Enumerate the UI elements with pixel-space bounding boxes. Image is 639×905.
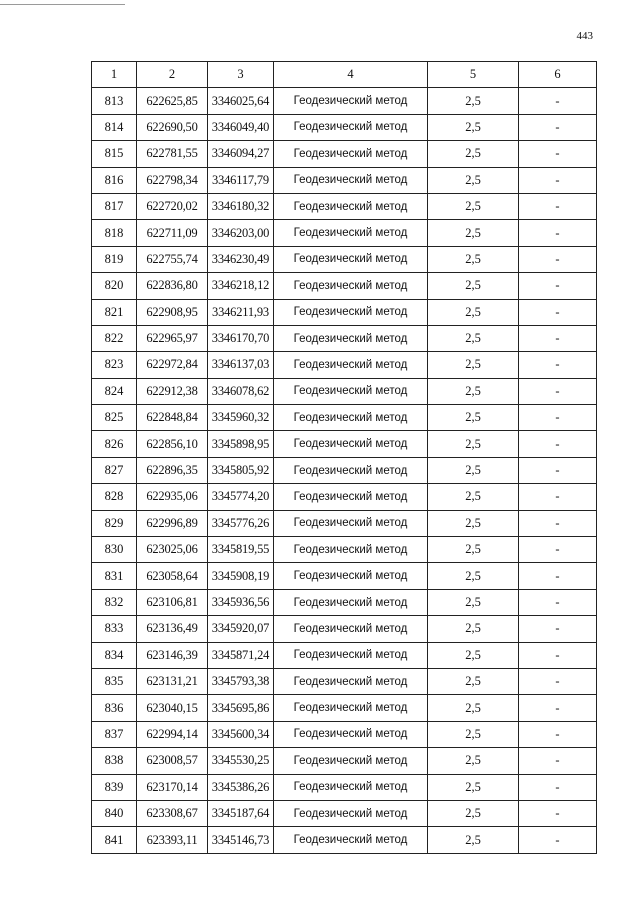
accuracy-cell: 2,5 [428, 405, 519, 431]
table-row [92, 774, 597, 800]
y-coordinate-cell: 3346180,32 [208, 193, 274, 219]
y-coordinate-cell: 3345695,86 [208, 695, 274, 721]
point-number-cell: 822 [92, 325, 137, 351]
x-coordinate-cell: 622896,35 [137, 457, 208, 483]
table-row [92, 748, 597, 774]
point-number-cell: 824 [92, 378, 137, 404]
accuracy-cell: 2,5 [428, 193, 519, 219]
point-number-cell: 837 [92, 721, 137, 747]
x-coordinate-cell: 623058,64 [137, 563, 208, 589]
method-cell: Геодезический метод [274, 537, 428, 563]
point-number-cell: 814 [92, 114, 137, 140]
table-row [92, 88, 597, 114]
accuracy-cell: 2,5 [428, 668, 519, 694]
method-cell: Геодезический метод [274, 246, 428, 272]
y-coordinate-cell: 3345805,92 [208, 457, 274, 483]
y-coordinate-cell: 3346117,79 [208, 167, 274, 193]
x-coordinate-cell: 622935,06 [137, 484, 208, 510]
table-row [92, 405, 597, 431]
point-number-cell: 829 [92, 510, 137, 536]
y-coordinate-cell: 3345386,26 [208, 774, 274, 800]
y-coordinate-cell: 3345774,20 [208, 484, 274, 510]
y-coordinate-cell: 3346049,40 [208, 114, 274, 140]
point-number-cell: 823 [92, 352, 137, 378]
method-cell: Геодезический метод [274, 457, 428, 483]
note-cell: - [519, 695, 597, 721]
accuracy-cell: 2,5 [428, 88, 519, 114]
x-coordinate-cell: 623308,67 [137, 800, 208, 826]
x-coordinate-cell: 622798,34 [137, 167, 208, 193]
note-cell: - [519, 325, 597, 351]
x-coordinate-cell: 622965,97 [137, 325, 208, 351]
point-number-cell: 815 [92, 141, 137, 167]
method-cell: Геодезический метод [274, 748, 428, 774]
note-cell: - [519, 220, 597, 246]
method-cell: Геодезический метод [274, 484, 428, 510]
header-cell: 4 [274, 62, 428, 88]
point-number-cell: 817 [92, 193, 137, 219]
table-row [92, 510, 597, 536]
y-coordinate-cell: 3346078,62 [208, 378, 274, 404]
x-coordinate-cell: 623146,39 [137, 642, 208, 668]
point-number-cell: 816 [92, 167, 137, 193]
point-number-cell: 825 [92, 405, 137, 431]
x-coordinate-cell: 622912,38 [137, 378, 208, 404]
accuracy-cell: 2,5 [428, 827, 519, 853]
note-cell: - [519, 616, 597, 642]
accuracy-cell: 2,5 [428, 246, 519, 272]
table-row [92, 695, 597, 721]
accuracy-cell: 2,5 [428, 774, 519, 800]
point-number-cell: 828 [92, 484, 137, 510]
x-coordinate-cell: 622908,95 [137, 299, 208, 325]
method-cell: Геодезический метод [274, 88, 428, 114]
header-cell: 6 [519, 62, 597, 88]
y-coordinate-cell: 3346137,03 [208, 352, 274, 378]
accuracy-cell: 2,5 [428, 800, 519, 826]
table-row [92, 299, 597, 325]
header-cell: 3 [208, 62, 274, 88]
y-coordinate-cell: 3345936,56 [208, 589, 274, 615]
table-row [92, 114, 597, 140]
point-number-cell: 839 [92, 774, 137, 800]
accuracy-cell: 2,5 [428, 220, 519, 246]
accuracy-cell: 2,5 [428, 167, 519, 193]
accuracy-cell: 2,5 [428, 537, 519, 563]
table-header-row [92, 62, 597, 88]
x-coordinate-cell: 622720,02 [137, 193, 208, 219]
method-cell: Геодезический метод [274, 510, 428, 536]
method-cell: Геодезический метод [274, 616, 428, 642]
note-cell: - [519, 88, 597, 114]
coordinates-table [91, 61, 597, 854]
accuracy-cell: 2,5 [428, 721, 519, 747]
point-number-cell: 818 [92, 220, 137, 246]
y-coordinate-cell: 3345146,73 [208, 827, 274, 853]
y-coordinate-cell: 3345819,55 [208, 537, 274, 563]
x-coordinate-cell: 622711,09 [137, 220, 208, 246]
note-cell: - [519, 800, 597, 826]
y-coordinate-cell: 3345600,34 [208, 721, 274, 747]
table-row [92, 589, 597, 615]
point-number-cell: 834 [92, 642, 137, 668]
accuracy-cell: 2,5 [428, 352, 519, 378]
header-cell: 5 [428, 62, 519, 88]
point-number-cell: 820 [92, 273, 137, 299]
x-coordinate-cell: 622856,10 [137, 431, 208, 457]
method-cell: Геодезический метод [274, 114, 428, 140]
table-row [92, 668, 597, 694]
accuracy-cell: 2,5 [428, 695, 519, 721]
table-row [92, 537, 597, 563]
table-row [92, 167, 597, 193]
point-number-cell: 838 [92, 748, 137, 774]
table-row [92, 246, 597, 272]
note-cell: - [519, 299, 597, 325]
accuracy-cell: 2,5 [428, 642, 519, 668]
x-coordinate-cell: 623393,11 [137, 827, 208, 853]
y-coordinate-cell: 3346230,49 [208, 246, 274, 272]
note-cell: - [519, 827, 597, 853]
note-cell: - [519, 457, 597, 483]
point-number-cell: 830 [92, 537, 137, 563]
y-coordinate-cell: 3345187,64 [208, 800, 274, 826]
point-number-cell: 819 [92, 246, 137, 272]
x-coordinate-cell: 622755,74 [137, 246, 208, 272]
method-cell: Геодезический метод [274, 299, 428, 325]
point-number-cell: 813 [92, 88, 137, 114]
note-cell: - [519, 167, 597, 193]
y-coordinate-cell: 3345898,95 [208, 431, 274, 457]
note-cell: - [519, 352, 597, 378]
point-number-cell: 831 [92, 563, 137, 589]
method-cell: Геодезический метод [274, 273, 428, 299]
y-coordinate-cell: 3345920,07 [208, 616, 274, 642]
table-row [92, 642, 597, 668]
method-cell: Геодезический метод [274, 193, 428, 219]
note-cell: - [519, 114, 597, 140]
note-cell: - [519, 774, 597, 800]
method-cell: Геодезический метод [274, 827, 428, 853]
header-cell: 1 [92, 62, 137, 88]
accuracy-cell: 2,5 [428, 616, 519, 642]
y-coordinate-cell: 3346218,12 [208, 273, 274, 299]
note-cell: - [519, 748, 597, 774]
x-coordinate-cell: 623025,06 [137, 537, 208, 563]
point-number-cell: 821 [92, 299, 137, 325]
method-cell: Геодезический метод [274, 325, 428, 351]
method-cell: Геодезический метод [274, 141, 428, 167]
x-coordinate-cell: 622781,55 [137, 141, 208, 167]
y-coordinate-cell: 3346025,64 [208, 88, 274, 114]
y-coordinate-cell: 3345530,25 [208, 748, 274, 774]
method-cell: Геодезический метод [274, 563, 428, 589]
table-row [92, 141, 597, 167]
y-coordinate-cell: 3346170,70 [208, 325, 274, 351]
method-cell: Геодезический метод [274, 378, 428, 404]
table-row [92, 563, 597, 589]
x-coordinate-cell: 623040,15 [137, 695, 208, 721]
accuracy-cell: 2,5 [428, 299, 519, 325]
table-row [92, 431, 597, 457]
table-row [92, 721, 597, 747]
y-coordinate-cell: 3345871,24 [208, 642, 274, 668]
method-cell: Геодезический метод [274, 167, 428, 193]
point-number-cell: 840 [92, 800, 137, 826]
method-cell: Геодезический метод [274, 589, 428, 615]
note-cell: - [519, 642, 597, 668]
method-cell: Геодезический метод [274, 642, 428, 668]
table-row [92, 325, 597, 351]
x-coordinate-cell: 622994,14 [137, 721, 208, 747]
page-number: 443 [576, 30, 593, 42]
x-coordinate-cell: 622996,89 [137, 510, 208, 536]
x-coordinate-cell: 622625,85 [137, 88, 208, 114]
method-cell: Геодезический метод [274, 668, 428, 694]
note-cell: - [519, 484, 597, 510]
point-number-cell: 835 [92, 668, 137, 694]
accuracy-cell: 2,5 [428, 589, 519, 615]
accuracy-cell: 2,5 [428, 457, 519, 483]
table-row [92, 378, 597, 404]
point-number-cell: 827 [92, 457, 137, 483]
header-cell: 2 [137, 62, 208, 88]
x-coordinate-cell: 623008,57 [137, 748, 208, 774]
x-coordinate-cell: 623170,14 [137, 774, 208, 800]
table-row [92, 273, 597, 299]
x-coordinate-cell: 622836,80 [137, 273, 208, 299]
table-row [92, 352, 597, 378]
accuracy-cell: 2,5 [428, 431, 519, 457]
y-coordinate-cell: 3345960,32 [208, 405, 274, 431]
x-coordinate-cell: 622848,84 [137, 405, 208, 431]
x-coordinate-cell: 622690,50 [137, 114, 208, 140]
accuracy-cell: 2,5 [428, 510, 519, 536]
x-coordinate-cell: 623136,49 [137, 616, 208, 642]
y-coordinate-cell: 3346094,27 [208, 141, 274, 167]
accuracy-cell: 2,5 [428, 141, 519, 167]
method-cell: Геодезический метод [274, 220, 428, 246]
method-cell: Геодезический метод [274, 431, 428, 457]
accuracy-cell: 2,5 [428, 563, 519, 589]
y-coordinate-cell: 3345776,26 [208, 510, 274, 536]
point-number-cell: 833 [92, 616, 137, 642]
note-cell: - [519, 405, 597, 431]
point-number-cell: 826 [92, 431, 137, 457]
method-cell: Геодезический метод [274, 695, 428, 721]
y-coordinate-cell: 3346203,00 [208, 220, 274, 246]
method-cell: Геодезический метод [274, 774, 428, 800]
point-number-cell: 832 [92, 589, 137, 615]
note-cell: - [519, 193, 597, 219]
x-coordinate-cell: 623131,21 [137, 668, 208, 694]
point-number-cell: 841 [92, 827, 137, 853]
table-row [92, 827, 597, 853]
note-cell: - [519, 537, 597, 563]
accuracy-cell: 2,5 [428, 748, 519, 774]
note-cell: - [519, 378, 597, 404]
note-cell: - [519, 563, 597, 589]
note-cell: - [519, 431, 597, 457]
note-cell: - [519, 589, 597, 615]
table-row [92, 457, 597, 483]
method-cell: Геодезический метод [274, 405, 428, 431]
note-cell: - [519, 721, 597, 747]
method-cell: Геодезический метод [274, 352, 428, 378]
scan-corner-mark [0, 0, 125, 5]
x-coordinate-cell: 623106,81 [137, 589, 208, 615]
method-cell: Геодезический метод [274, 721, 428, 747]
y-coordinate-cell: 3345793,38 [208, 668, 274, 694]
point-number-cell: 836 [92, 695, 137, 721]
y-coordinate-cell: 3346211,93 [208, 299, 274, 325]
method-cell: Геодезический метод [274, 800, 428, 826]
accuracy-cell: 2,5 [428, 484, 519, 510]
accuracy-cell: 2,5 [428, 325, 519, 351]
note-cell: - [519, 668, 597, 694]
accuracy-cell: 2,5 [428, 378, 519, 404]
accuracy-cell: 2,5 [428, 273, 519, 299]
table-row [92, 220, 597, 246]
table-body [92, 88, 597, 853]
note-cell: - [519, 273, 597, 299]
note-cell: - [519, 510, 597, 536]
y-coordinate-cell: 3345908,19 [208, 563, 274, 589]
note-cell: - [519, 246, 597, 272]
table-row [92, 800, 597, 826]
note-cell: - [519, 141, 597, 167]
table-row [92, 193, 597, 219]
table-row [92, 484, 597, 510]
table-row [92, 616, 597, 642]
accuracy-cell: 2,5 [428, 114, 519, 140]
x-coordinate-cell: 622972,84 [137, 352, 208, 378]
